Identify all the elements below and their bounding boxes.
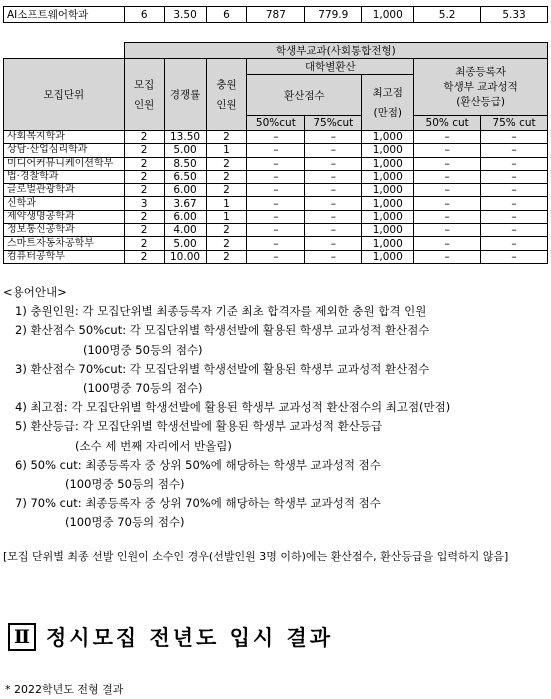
group-header: 학생부교과(사회통합전형) <box>124 43 547 59</box>
cell-unit: 상담·산업심리학과 <box>4 144 125 157</box>
cell-grade50: – <box>414 224 481 237</box>
cell-grade75: – <box>481 224 548 237</box>
cell-extra: 2 <box>206 237 247 250</box>
cell-cut75: – <box>305 237 362 250</box>
cell-max: 1,000 <box>362 210 414 223</box>
table-row <box>4 197 548 210</box>
cell-grade75: – <box>481 197 548 210</box>
blank-cell <box>4 43 125 59</box>
note-4: 4) 최고점: 각 모집단위별 학생선발에 활용된 학생부 교과성적 환산점수의 최고점(만점) <box>15 400 451 415</box>
cell-grade50: – <box>414 197 481 210</box>
cell-unit: 신학과 <box>4 197 125 210</box>
cell-grade75: – <box>481 250 548 263</box>
prev-unit: AI소프트웨어학과 <box>4 7 125 23</box>
cell-quota: 2 <box>124 210 164 223</box>
note-5-sub: (소수 세 번째 자리에서 반올림) <box>75 438 232 453</box>
prev-grade50: 5.2 <box>414 7 481 23</box>
cell-competition: 6.00 <box>164 210 206 223</box>
cell-grade75: – <box>481 144 548 157</box>
cell-cut50: – <box>247 184 305 197</box>
cell-unit: 컴퓨터공학부 <box>4 250 125 263</box>
cell-quota: 2 <box>124 224 164 237</box>
cell-competition: 10.00 <box>164 250 206 263</box>
cell-cut50: – <box>247 131 305 144</box>
cell-extra: 1 <box>206 144 247 157</box>
cell-cut75: – <box>305 131 362 144</box>
cell-quota: 3 <box>124 197 164 210</box>
table-row <box>4 237 548 250</box>
cut50-header: 50%cut <box>247 116 305 131</box>
cell-cut75: – <box>305 210 362 223</box>
note-2-sub: (100명중 50등의 점수) <box>83 342 203 357</box>
section-numeral: Ⅱ <box>8 623 36 651</box>
max-score-header: 최고점 (만점) <box>362 75 414 131</box>
note-3-sub: (100명중 70등의 점수) <box>83 380 203 395</box>
prev-competition: 3.50 <box>164 7 206 23</box>
note-7-sub: (100명중 70등의 점수) <box>65 515 185 530</box>
cell-quota: 2 <box>124 157 164 170</box>
cell-max: 1,000 <box>362 157 414 170</box>
cell-extra: 2 <box>206 131 247 144</box>
cell-quota: 2 <box>124 144 164 157</box>
cell-max: 1,000 <box>362 197 414 210</box>
cell-competition: 4.00 <box>164 224 206 237</box>
cell-competition: 6.50 <box>164 170 206 183</box>
cell-competition: 3.67 <box>164 197 206 210</box>
cell-unit: 스마트자동차공학부 <box>4 237 125 250</box>
cell-cut75: – <box>305 224 362 237</box>
selection-note: [모집 단위별 최종 선발 인원이 소수인 경우(선발인원 3명 이하)에는 환산점수, 환산등급을 입력하지 않음] <box>3 550 509 563</box>
cell-competition: 5.00 <box>164 144 206 157</box>
table-row <box>4 210 548 223</box>
cell-competition: 6.00 <box>164 184 206 197</box>
cell-max: 1,000 <box>362 184 414 197</box>
prev-cut75: 779.9 <box>305 7 362 23</box>
table-row <box>4 224 548 237</box>
table-row <box>4 250 548 263</box>
cell-extra: 2 <box>206 170 247 183</box>
cell-grade75: – <box>481 170 548 183</box>
cell-cut50: – <box>247 157 305 170</box>
cell-max: 1,000 <box>362 131 414 144</box>
cell-grade50: – <box>414 157 481 170</box>
cell-max: 1,000 <box>362 144 414 157</box>
final-header: 최종등록자 학생부 교과성적 (환산등급) <box>414 59 548 116</box>
cell-cut50: – <box>247 144 305 157</box>
cell-max: 1,000 <box>362 237 414 250</box>
cell-cut50: – <box>247 210 305 223</box>
cell-quota: 2 <box>124 131 164 144</box>
cell-cut75: – <box>305 250 362 263</box>
section-title: 정시모집 전년도 입시 결과 <box>46 626 334 650</box>
competition-header: 경쟁률 <box>164 59 206 131</box>
cell-grade75: – <box>481 157 548 170</box>
cell-extra: 2 <box>206 224 247 237</box>
cell-grade75: – <box>481 237 548 250</box>
note-6: 6) 50% cut: 최종등록자 중 상위 50%에 해당하는 학생부 교과성적 점수 <box>15 457 381 472</box>
cell-cut75: – <box>305 184 362 197</box>
cell-unit: 법·경찰학과 <box>4 170 125 183</box>
cell-cut75: – <box>305 170 362 183</box>
cell-unit: 미디어커뮤니케이션학부 <box>4 157 125 170</box>
cell-extra: 2 <box>206 157 247 170</box>
prev-grade75: 5.33 <box>481 7 548 23</box>
prev-cut50: 787 <box>247 7 305 23</box>
cell-cut75: – <box>305 197 362 210</box>
cell-extra: 2 <box>206 184 247 197</box>
cell-max: 1,000 <box>362 224 414 237</box>
prev-extra: 6 <box>206 7 247 23</box>
cell-unit: 제약생명공학과 <box>4 210 125 223</box>
quota-header: 모집 인원 <box>124 59 164 131</box>
cell-cut75: – <box>305 144 362 157</box>
cell-quota: 2 <box>124 237 164 250</box>
year-subtitle: * 2022학년도 전형 결과 <box>5 683 124 696</box>
cell-extra: 2 <box>206 250 247 263</box>
terms-heading: <용어안내> <box>3 285 67 299</box>
table-row <box>4 170 548 183</box>
cell-competition: 8.50 <box>164 157 206 170</box>
cell-cut50: – <box>247 197 305 210</box>
table-row <box>4 184 548 197</box>
table-row <box>4 131 548 144</box>
cell-quota: 2 <box>124 184 164 197</box>
cell-cut50: – <box>247 224 305 237</box>
admission-results-table <box>3 42 548 264</box>
cell-competition: 13.50 <box>164 131 206 144</box>
cut50b-header: 50% cut <box>414 116 481 131</box>
cell-unit: 사회복지학과 <box>4 131 125 144</box>
cell-grade75: – <box>481 131 548 144</box>
cell-grade50: – <box>414 250 481 263</box>
cut75-header: 75%cut <box>305 116 362 131</box>
cell-cut50: – <box>247 237 305 250</box>
note-2: 2) 환산점수 50%cut: 각 모집단위별 학생선발에 활용된 학생부 교과성적 환산점수 <box>15 323 430 338</box>
cell-grade50: – <box>414 237 481 250</box>
table-row <box>4 157 548 170</box>
conv-score-header: 환산점수 <box>247 75 362 116</box>
cell-grade75: – <box>481 184 548 197</box>
cell-extra: 1 <box>206 197 247 210</box>
previous-table-row <box>3 6 548 23</box>
cell-grade75: – <box>481 210 548 223</box>
note-5: 5) 환산등급: 각 모집단위별 학생선발에 활용된 학생부 교과성적 환산등급 <box>15 419 383 434</box>
cell-cut50: – <box>247 170 305 183</box>
note-3: 3) 환산점수 70%cut: 각 모집단위별 학생선발에 활용된 학생부 교과성적 환산점수 <box>15 361 430 376</box>
cell-max: 1,000 <box>362 170 414 183</box>
cell-quota: 2 <box>124 170 164 183</box>
cut75b-header: 75% cut <box>481 116 548 131</box>
cell-quota: 2 <box>124 250 164 263</box>
extra-header: 충원 인원 <box>206 59 247 131</box>
cell-grade50: – <box>414 184 481 197</box>
univ-conv-header: 대학별환산 <box>247 59 414 75</box>
note-6-sub: (100명중 50등의 점수) <box>65 476 185 491</box>
unit-header: 모집단위 <box>4 59 125 131</box>
note-7: 7) 70% cut: 최종등록자 중 상위 70%에 해당하는 학생부 교과성적 점수 <box>15 496 381 511</box>
cell-extra: 1 <box>206 210 247 223</box>
cell-max: 1,000 <box>362 250 414 263</box>
cell-grade50: – <box>414 210 481 223</box>
cell-grade50: – <box>414 131 481 144</box>
cell-unit: 정보통신공학과 <box>4 224 125 237</box>
cell-cut75: – <box>305 157 362 170</box>
section-heading <box>8 619 333 655</box>
note-1: 1) 충원인원: 각 모집단위별 최종등록자 기준 최초 합격자를 제외한 충원 합격 인원 <box>15 304 427 319</box>
prev-max: 1,000 <box>362 7 414 23</box>
cell-unit: 글로벌관광학과 <box>4 184 125 197</box>
cell-grade50: – <box>414 170 481 183</box>
table-row <box>4 144 548 157</box>
terms-guide <box>3 283 548 532</box>
cell-grade50: – <box>414 144 481 157</box>
prev-quota: 6 <box>124 7 164 23</box>
cell-competition: 5.00 <box>164 237 206 250</box>
cell-cut50: – <box>247 250 305 263</box>
